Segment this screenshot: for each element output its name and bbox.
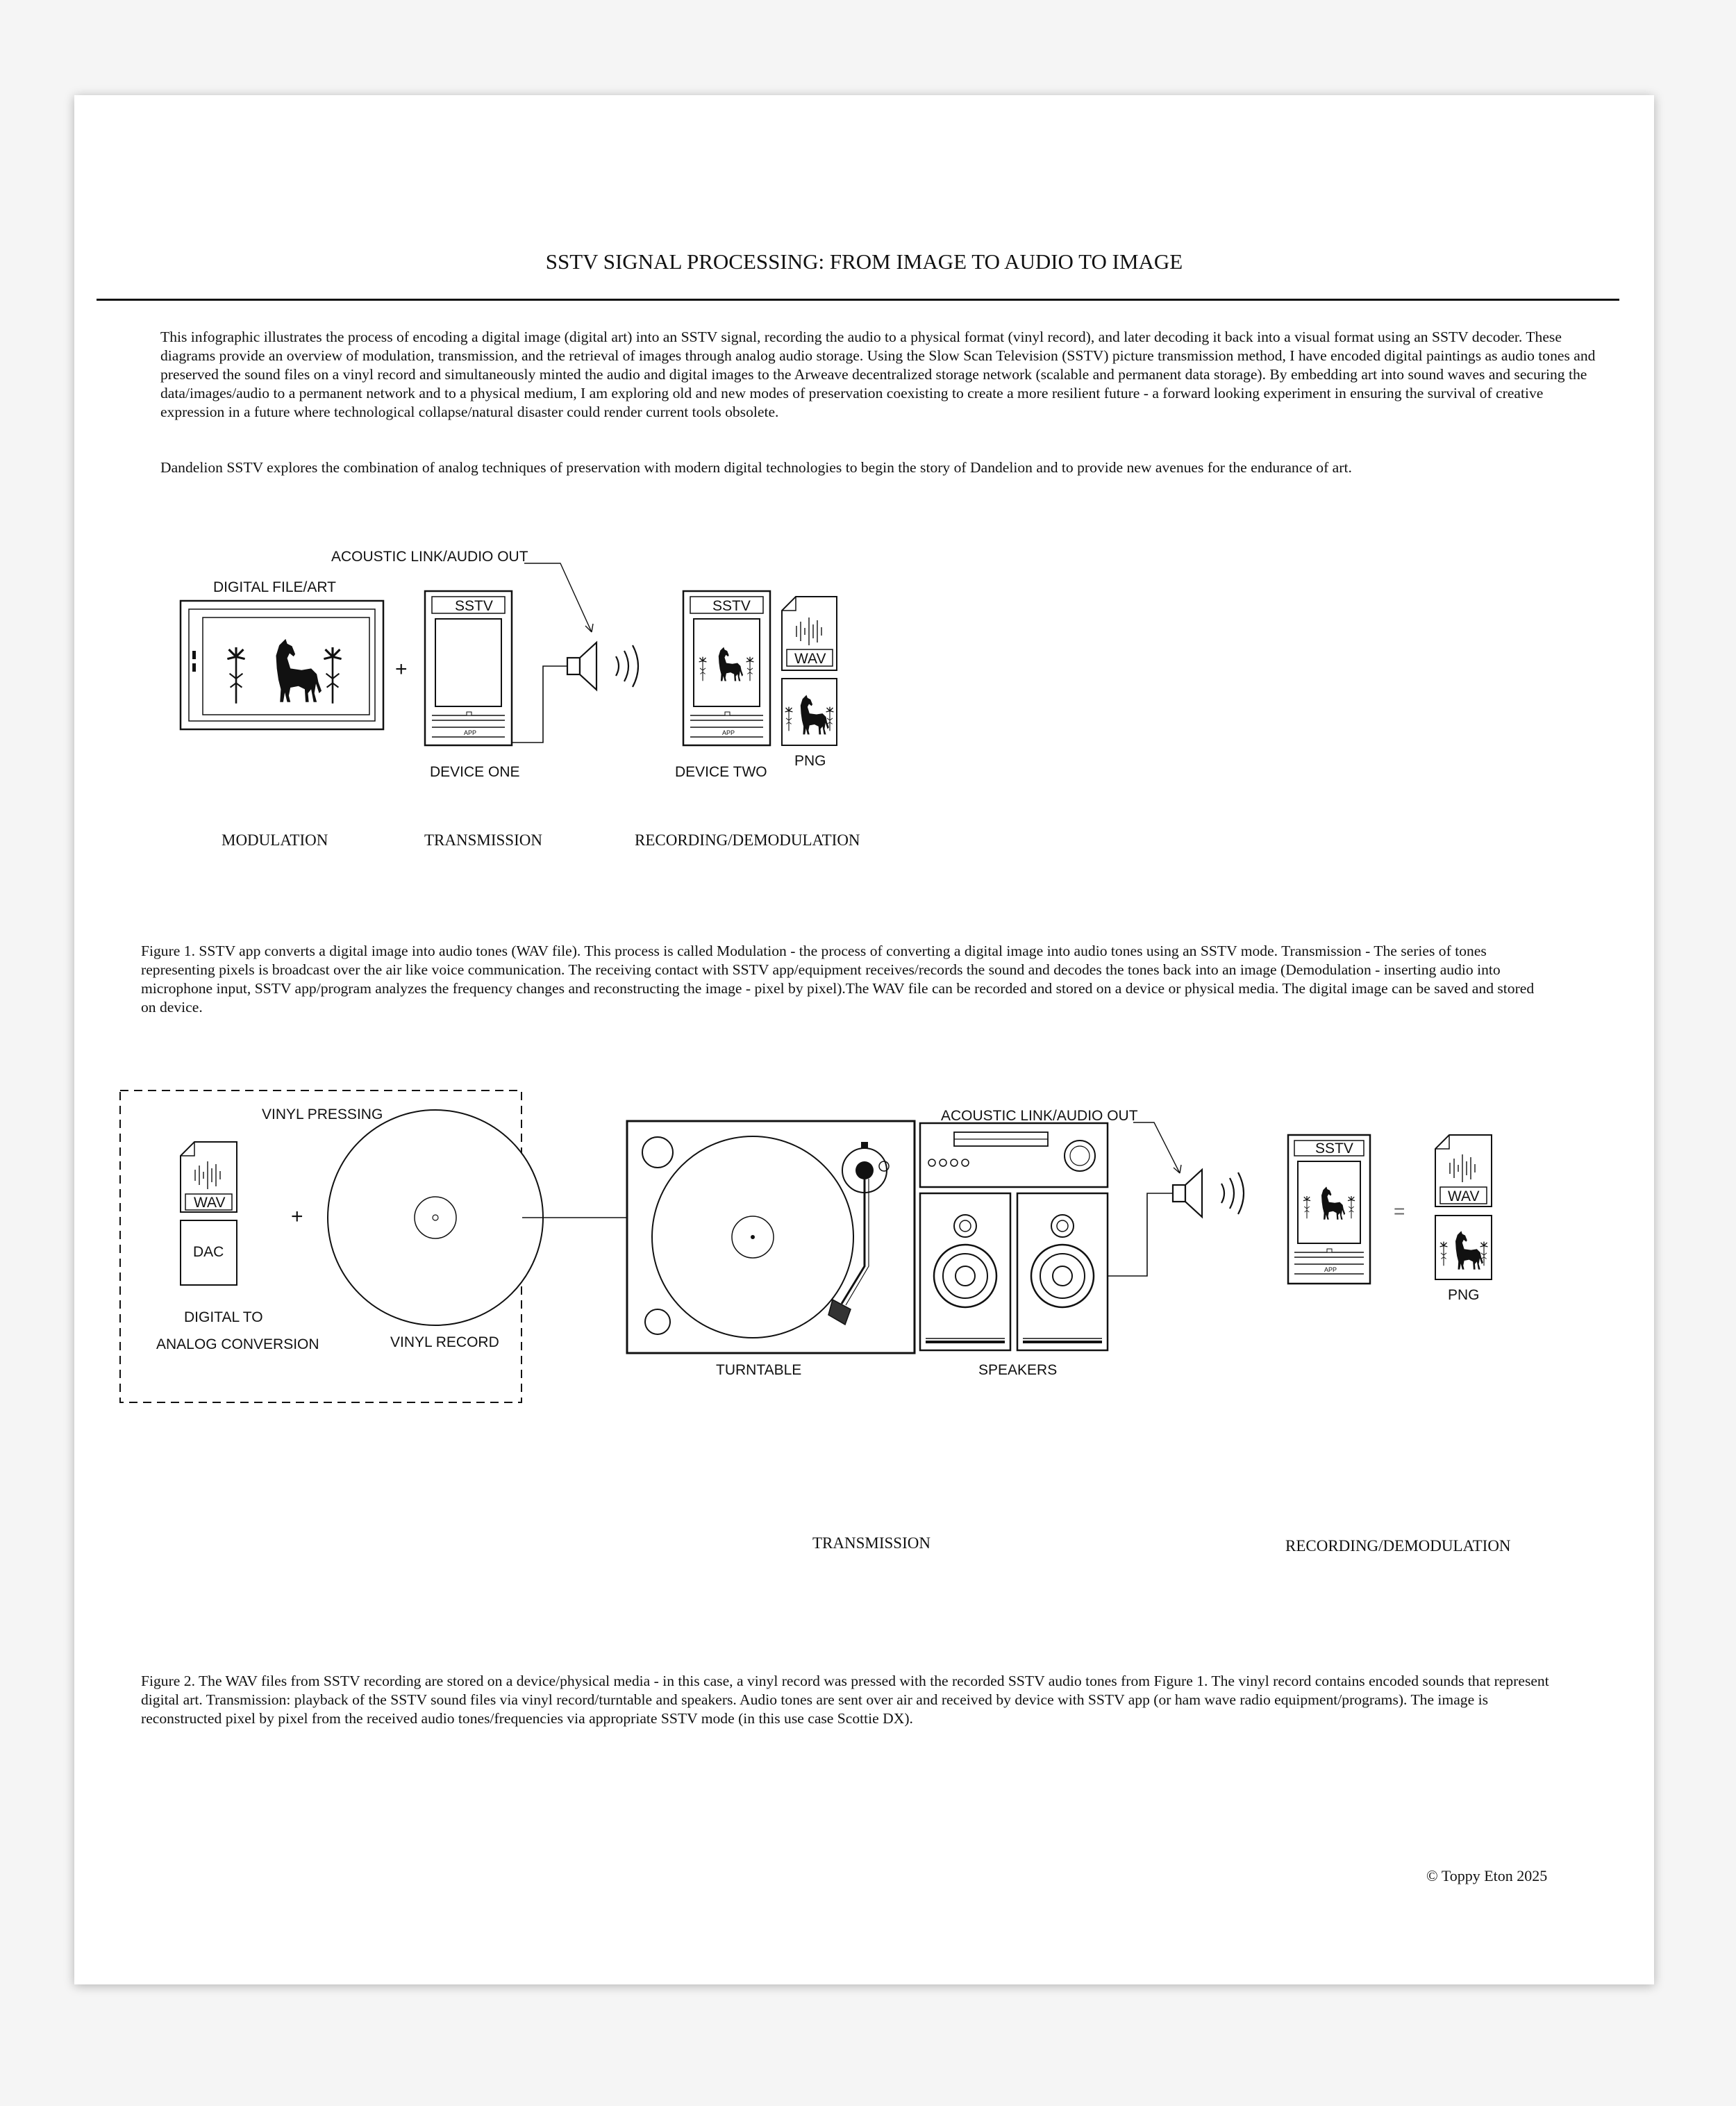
device-two-sstv-label: SSTV xyxy=(712,598,751,614)
right-speaker-icon xyxy=(1017,1193,1108,1350)
device-one-app-label: APP xyxy=(464,729,477,736)
device-two-phone-icon xyxy=(683,591,770,745)
stage-transmission-1: TRANSMISSION xyxy=(424,831,542,849)
device-two-label: DEVICE TWO xyxy=(675,764,767,780)
figure-1-caption: Figure 1. SSTV app converts a digital image into audio tones (WAV file). This process is called Modulation - the process of converting a digital image into audio tones using an SSTV mode. Transmission - The series of tones representing pixels is broadcast over the air like voice communication. The receiving contact with SSTV app/equipment receives/records the sound and decodes the tones back into an image (Demodulation - inserting audio into microphone input, SSTV app/program analyzes the frequency changes and reconstructing the image - pixel by pixel).The WAV file can be recorded and stored on a device or physical media. The digital image can be saved and stored on device. xyxy=(141,943,1535,1015)
device-one-label: DEVICE ONE xyxy=(430,764,520,780)
diagram-2 xyxy=(120,1091,1492,1402)
vinyl-record-label: VINYL RECORD xyxy=(390,1334,499,1350)
receiving-phone-icon xyxy=(1288,1135,1370,1284)
copyright-notice: © Toppy Eton 2025 xyxy=(1426,1867,1548,1884)
vinyl-pressing-label: VINYL PRESSING xyxy=(262,1106,383,1122)
stage-recording-demodulation-1: RECORDING/DEMODULATION xyxy=(635,831,860,849)
diagram-1 xyxy=(181,549,837,780)
speaker-horn-icon-2 xyxy=(1173,1170,1202,1217)
sound-waves-icon-1 xyxy=(616,645,638,687)
device-two-app-label: APP xyxy=(722,729,735,736)
vinyl-record-icon xyxy=(328,1110,543,1325)
audio-link-connector-2 xyxy=(1108,1122,1181,1276)
infographic-sheet xyxy=(74,95,1654,1984)
receiving-app-label: APP xyxy=(1324,1266,1337,1273)
stage-recording-demodulation-2: RECORDING/DEMODULATION xyxy=(1285,1537,1511,1554)
wav-label-1: WAV xyxy=(794,651,826,667)
amplifier-icon xyxy=(920,1123,1108,1187)
plus-sign-1: + xyxy=(395,658,408,681)
png-label-2: PNG xyxy=(1448,1287,1480,1303)
receiving-sstv-label: SSTV xyxy=(1315,1141,1353,1156)
page-title: SSTV SIGNAL PROCESSING: FROM IMAGE TO AUDIO TO IMAGE xyxy=(545,249,1183,274)
png-label-1: PNG xyxy=(794,753,826,769)
intro-paragraph-2: Dandelion SSTV explores the combination of analog techniques of preservation with modern digital technologies to begin the story of Dandelion and to provide new avenues for the endurance of art. xyxy=(160,459,1352,476)
sound-waves-icon-2 xyxy=(1221,1172,1244,1214)
png-file-icon-2 xyxy=(1435,1216,1492,1279)
turntable-icon xyxy=(627,1121,915,1353)
intro-paragraph-1: This infographic illustrates the process of encoding a digital image (digital art) into an SSTV signal, recording the audio to a physical format (vinyl record), and later decoding it back into a visual format using an SSTV decoder. These diagrams provide an overview of modulation, transmission, and the retrieval of images through analog audio storage. Using the Slow Scan Television (SSTV) picture transmission method, I have encoded digital paintings as audio tones and preserved the sound files on a vinyl record and simultaneously minted the audio and digital images to the Arweave decentralized storage network (scalable and permanent data storage). By embedding art into sound waves and securing the data/images/audio to a permanent network and to a physical medium, I am exploring old and new modes of preservation coexisting to create a more resilient future - a forward looking experiment in ensuring the survival of creative expression in a future where technological collapse/natural disaster could render current tools obsolete. xyxy=(160,329,1596,420)
digital-to-label: DIGITAL TO xyxy=(184,1309,263,1325)
turntable-label: TURNTABLE xyxy=(716,1362,802,1378)
audio-link-connector-1 xyxy=(512,563,593,743)
digital-art-tablet-icon xyxy=(181,601,383,729)
acoustic-link-label-2: ACOUSTIC LINK/AUDIO OUT xyxy=(941,1108,1138,1124)
figure-2-caption: Figure 2. The WAV files from SSTV recording are stored on a device/physical media - in this case, a vinyl record was pressed with the recorded SSTV audio tones from Figure 1. The vinyl record contains encoded sounds that represent digital art. Transmission: playback of the SSTV sound files via vinyl record/turntable and speakers. Audio tones are sent over air and received by device with SSTV app (or ham wave radio equipment/programs). The image is reconstructed pixel by pixel from the received audio tones/frequencies via appropriate SSTV mode (in this use case Scottie DX). xyxy=(141,1673,1549,1727)
digital-file-label: DIGITAL FILE/ART xyxy=(213,579,336,595)
equals-sign: = xyxy=(1394,1200,1405,1222)
stage-modulation: MODULATION xyxy=(222,831,328,849)
device-one-sstv-label: SSTV xyxy=(455,598,493,614)
stage-transmission-2: TRANSMISSION xyxy=(812,1534,930,1552)
png-file-icon-1 xyxy=(782,679,837,745)
device-one-phone-icon xyxy=(425,591,512,745)
wav-label-2: WAV xyxy=(194,1195,226,1211)
dac-label: DAC xyxy=(193,1244,224,1260)
speaker-horn-icon-1 xyxy=(567,642,596,690)
speakers-label: SPEAKERS xyxy=(978,1362,1058,1378)
plus-sign-2: + xyxy=(291,1205,303,1228)
analog-conversion-label: ANALOG CONVERSION xyxy=(156,1336,319,1352)
wav-label-3: WAV xyxy=(1448,1188,1480,1204)
left-speaker-icon xyxy=(920,1193,1010,1350)
acoustic-link-label-1: ACOUSTIC LINK/AUDIO OUT xyxy=(331,549,528,565)
